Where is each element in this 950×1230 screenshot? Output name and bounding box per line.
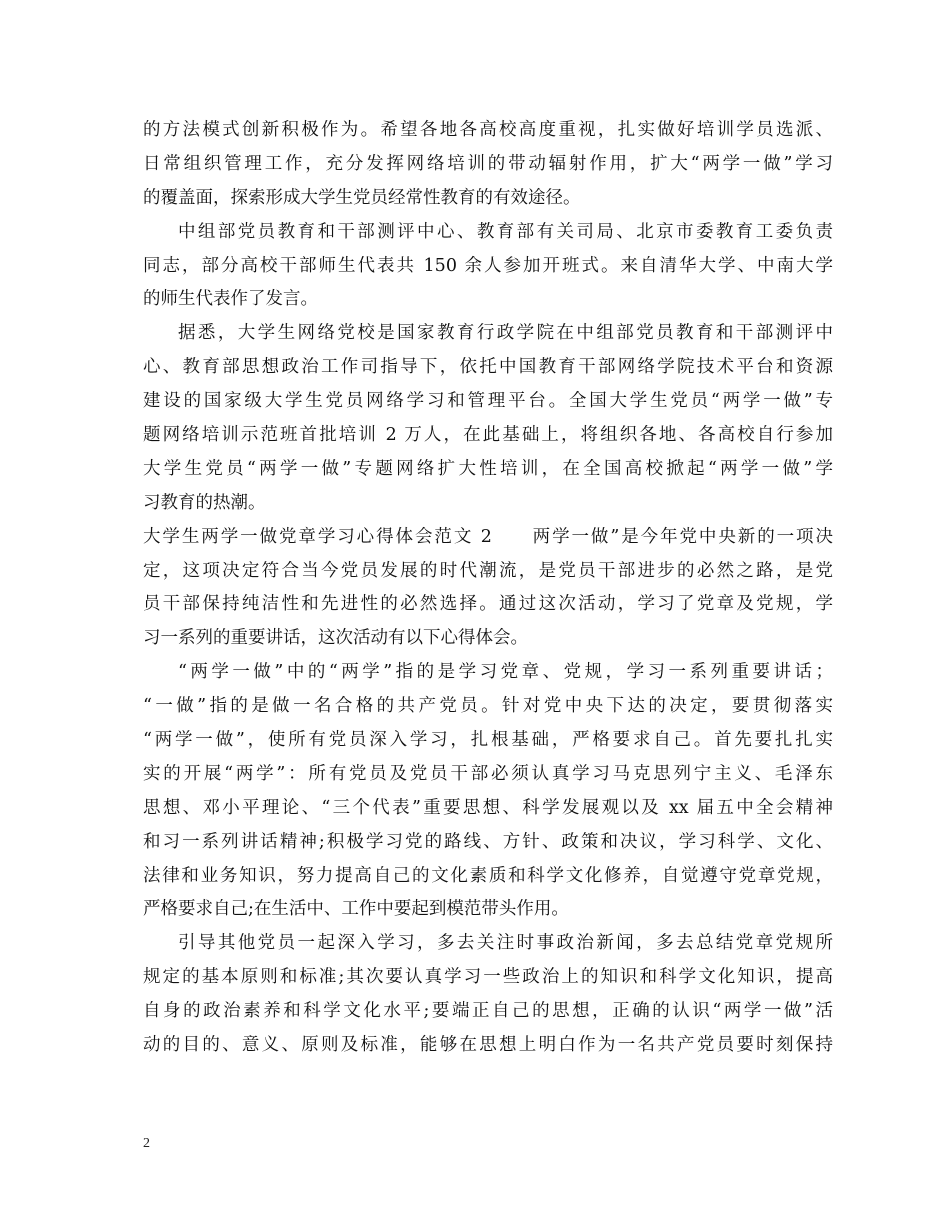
text-line: 和习一系列讲话精神;积极学习党的路线、方针、政策和决议，学习科学、文化、	[143, 831, 833, 852]
text-line: 定，这项决定符合当今党员发展的时代潮流，是党员干部进步的必然之路，是党	[143, 560, 833, 581]
text-line: 动的目的、意义、原则及标准，能够在思想上明白作为一名共产党员要时刻保持	[143, 1035, 833, 1056]
text-line: 中组部党员教育和干部测评中心、教育部有关司局、北京市委教育工委负责	[178, 221, 833, 242]
document-body	[143, 114, 833, 1063]
text-line: “两学一做”中的“两学”指的是学习党章、党规，学习一系列重要讲话；	[178, 662, 833, 683]
text-line: 同志，部分高校干部师生代表共 150 余人参加开班式。来自清华大学、中南大学	[143, 255, 833, 276]
section-heading-line: 大学生两学一做党章学习心得体会范文 2 两学一做”是今年党中央新的一项决	[143, 526, 833, 547]
text-line: 实的开展“两学”：所有党员及党员干部必须认真学习马克思列宁主义、毛泽东	[143, 763, 833, 784]
text-line: 的覆盖面，探索形成大学生党员经常性教育的有效途径。	[143, 187, 581, 208]
text-line: 习一系列的重要讲话，这次活动有以下心得体会。	[143, 628, 528, 649]
text-line: “两学一做”，使所有党员深入学习，扎根基础，严格要求自己。首先要扎扎实	[143, 730, 833, 751]
text-line: “一做”指的是做一名合格的共产党员。针对党中央下达的决定，要贯彻落实	[143, 696, 833, 717]
text-line: 心、教育部思想政治工作司指导下，依托中国教育干部网络学院技术平台和资源	[143, 357, 833, 378]
text-line: 引导其他党员一起深入学习，多去关注时事政治新闻，多去总结党章党规所	[178, 933, 833, 954]
text-line: 规定的基本原则和标准;其次要认真学习一些政治上的知识和科学文化知识，提高	[143, 967, 833, 988]
text-line: 自身的政治素养和科学文化水平;要端正自己的思想，正确的认识“两学一做”活	[143, 1001, 833, 1022]
text-line: 严格要求自己;在生活中、工作中要起到模范带头作用。	[143, 899, 569, 920]
text-line: 员干部保持纯洁性和先进性的必然选择。通过这次活动，学习了党章及党规，学	[143, 594, 833, 615]
text-line: 习教育的热潮。	[143, 492, 266, 513]
text-line: 法律和业务知识，努力提高自己的文化素质和科学文化修养，自觉遵守党章党规，	[143, 865, 833, 886]
text-line: 思想、邓小平理论、“三个代表”重要思想、科学发展观以及 xx 届五中全会精神	[143, 797, 833, 818]
text-line: 建设的国家级大学生党员网络学习和管理平台。全国大学生党员“两学一做”专	[143, 391, 833, 412]
text-line: 大学生党员“两学一做”专题网络扩大性培训，在全国高校掀起“两学一做”学	[143, 458, 833, 479]
text-line: 的方法模式创新积极作为。希望各地各高校高度重视，扎实做好培训学员选派、	[143, 120, 833, 140]
page-number: 2	[143, 1136, 150, 1151]
text-line: 的师生代表作了发言。	[143, 289, 318, 310]
text-line: 日常组织管理工作，充分发挥网络培训的带动辐射作用，扩大“两学一做”学习	[143, 153, 833, 174]
text-line: 据悉，大学生网络党校是国家教育行政学院在中组部党员教育和干部测评中	[178, 323, 833, 344]
text-line: 题网络培训示范班首批培训 2 万人，在此基础上，将组织各地、各高校自行参加	[143, 425, 833, 446]
